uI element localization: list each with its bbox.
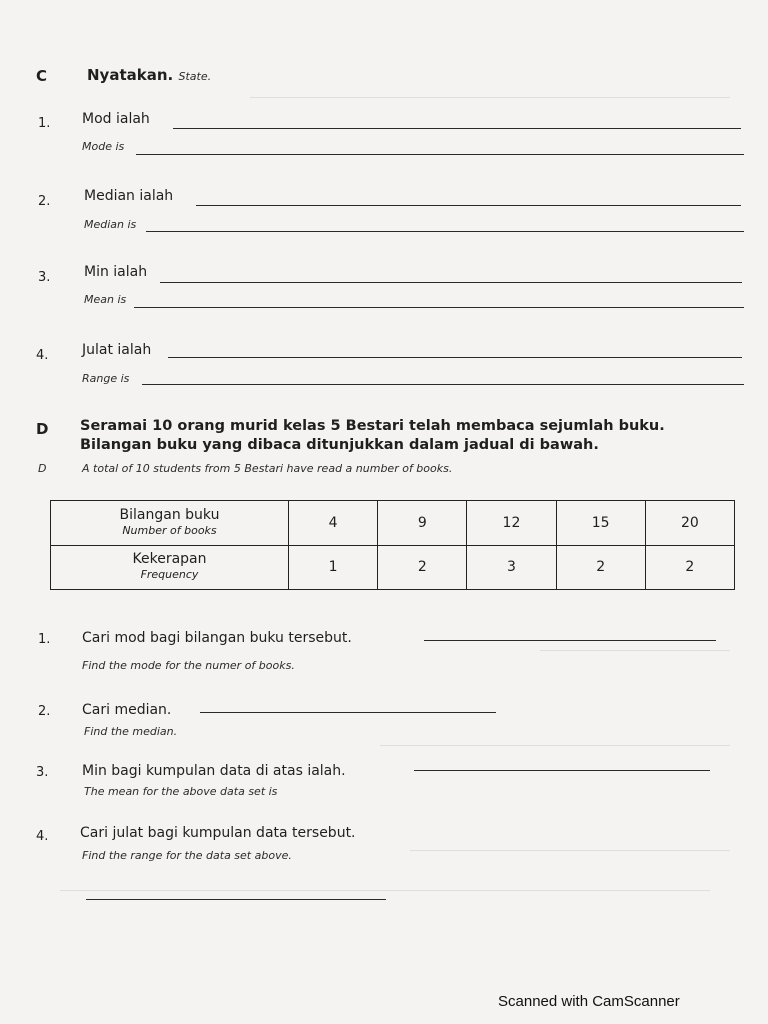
d-question-2-number: 2. <box>38 704 51 719</box>
c-item-2-answer-line[interactable] <box>196 205 741 206</box>
row-label-frequency-ms: Kekerapan <box>132 551 207 568</box>
table-cell-books: 4 <box>289 501 378 546</box>
table-cell-frequency: 2 <box>645 545 734 590</box>
d-question-2-text-en: Find the median. <box>84 725 178 738</box>
d-question-3-text-en: The mean for the above data set is <box>84 785 278 798</box>
table-cell-frequency: 1 <box>289 545 378 590</box>
d-question-3-number: 3. <box>36 765 49 780</box>
d-question-1-text: Cari mod bagi bilangan buku tersebut. <box>82 630 352 646</box>
c-item-4-label-en: Range is <box>82 372 130 385</box>
c-item-2-label-en: Median is <box>84 218 137 231</box>
d-question-1-answer-line[interactable] <box>424 640 716 641</box>
d-question-2-text: Cari median. <box>82 702 172 718</box>
d-question-4-text-en: Find the range for the data set above. <box>82 849 292 862</box>
row-label-frequency-en: Frequency <box>140 568 199 582</box>
c-item-3-answer-line-en[interactable] <box>134 307 744 308</box>
c-item-2-label: Median ialah <box>84 188 174 204</box>
c-item-3-label: Min ialah <box>84 264 148 280</box>
section-d-intro-line1: Seramai 10 orang murid kelas 5 Bestari telah membaca sejumlah buku. <box>80 418 665 434</box>
c-item-3-label-en: Mean is <box>84 293 127 306</box>
c-item-3-number: 3. <box>38 270 51 285</box>
row-label-books <box>51 501 289 546</box>
c-item-1-answer-line[interactable] <box>173 128 741 129</box>
section-c-letter: C <box>36 67 48 85</box>
c-item-1-label-en: Mode is <box>82 140 125 153</box>
c-item-4-answer-line[interactable] <box>168 357 742 358</box>
section-c-title-en: State. <box>178 70 212 83</box>
table-row-frequency <box>51 545 735 590</box>
c-item-2-number: 2. <box>38 194 51 209</box>
table-cell-books: 9 <box>378 501 467 546</box>
c-item-1-answer-line-en[interactable] <box>136 154 744 155</box>
c-item-3-answer-line[interactable] <box>160 282 742 283</box>
frequency-table <box>50 500 735 590</box>
d-question-1-text-en: Find the mode for the numer of books. <box>82 659 295 672</box>
d-question-4-number: 4. <box>36 829 49 844</box>
section-d-intro-en: A total of 10 students from 5 Bestari have read a number of books. <box>82 462 453 475</box>
table-cell-frequency: 3 <box>467 545 556 590</box>
table-cell-frequency: 2 <box>378 545 467 590</box>
row-label-books-ms: Bilangan buku <box>119 506 220 523</box>
c-item-1-number: 1. <box>38 116 51 131</box>
section-c-title-ms: Nyatakan. <box>87 66 174 84</box>
table-cell-books: 12 <box>467 501 556 546</box>
c-item-4-answer-line-en[interactable] <box>142 384 744 385</box>
row-label-frequency <box>51 545 289 590</box>
d-question-3-text: Min bagi kumpulan data di atas ialah. <box>82 763 346 779</box>
section-d-intro-line2: Bilangan buku yang dibaca ditunjukkan dalam jadual di bawah. <box>80 437 599 453</box>
section-d-letter: D <box>36 420 49 438</box>
c-item-1-label: Mod ialah <box>82 111 150 127</box>
c-item-4-number: 4. <box>36 348 49 363</box>
c-item-4-label: Julat ialah <box>82 342 152 358</box>
table-cell-frequency: 2 <box>556 545 645 590</box>
scanner-watermark: Scanned with CamScanner <box>498 993 680 1010</box>
d-question-2-answer-line[interactable] <box>200 712 496 713</box>
d-question-4-answer-line[interactable] <box>86 899 386 900</box>
d-question-4-text: Cari julat bagi kumpulan data tersebut. <box>80 825 356 841</box>
table-row-books <box>51 501 735 546</box>
table-cell-books: 20 <box>645 501 734 546</box>
table-cell-books: 15 <box>556 501 645 546</box>
c-item-2-answer-line-en[interactable] <box>146 231 744 232</box>
section-c-title <box>87 66 211 84</box>
row-label-books-en: Number of books <box>122 523 217 537</box>
d-question-1-number: 1. <box>38 632 51 647</box>
section-d-letter-en: D <box>38 462 47 475</box>
d-question-3-answer-line[interactable] <box>414 770 710 771</box>
